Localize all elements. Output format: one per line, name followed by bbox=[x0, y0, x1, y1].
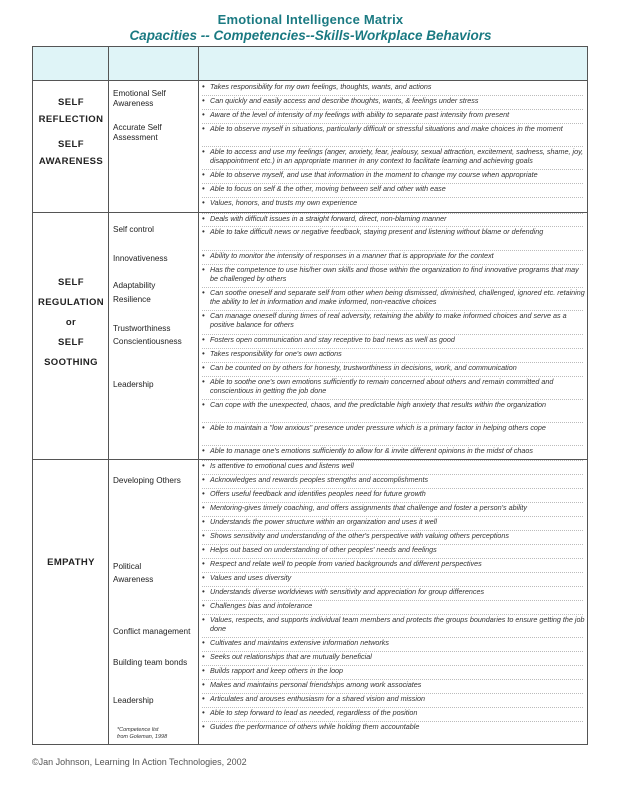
row-separator bbox=[202, 586, 583, 587]
competency-label: Emotional Self Awareness bbox=[113, 89, 166, 108]
competency-label: Political bbox=[113, 562, 142, 571]
column-divider bbox=[198, 47, 199, 744]
row-separator bbox=[202, 637, 583, 638]
competency-label: Awareness bbox=[113, 575, 154, 584]
behavior-item: • Able to take difficult news or negative feedback, staying present and listening without blame or defending bbox=[202, 227, 544, 236]
behavior-item: • Guides the performance of others while holding them accountable bbox=[202, 722, 420, 731]
section-label: REGULATION bbox=[37, 297, 105, 308]
row-separator bbox=[202, 310, 583, 311]
behavior-item: • Able to focus on self & the other, moving between self and other with ease bbox=[202, 184, 446, 193]
behavior-item: • Mentoring-gives timely coaching, and offers assignments that challenge and foster a person's ability bbox=[202, 503, 527, 512]
behavior-item: • Cultivates and maintains extensive information networks bbox=[202, 638, 389, 647]
behavior-item: • Aware of the level of intensity of my feelings with ability to separate past intensity from present bbox=[202, 110, 510, 119]
behavior-item: • Ability to monitor the intensity of responses in a manner that is appropriate for the context bbox=[202, 251, 494, 260]
row-separator bbox=[202, 693, 583, 694]
matrix-subtitle: Capacities -- Competencies--Skills-Workplace Behaviors bbox=[129, 28, 492, 43]
competency-label: Innovativeness bbox=[113, 254, 168, 263]
behavior-item: • Has the competence to use his/her own skills and those within the organization to find innovative programs that may be challenged by others bbox=[202, 265, 579, 283]
behavior-item: • Helps out based on understanding of other peoples' needs and feelings bbox=[202, 545, 437, 554]
section-label: AWARENESS bbox=[38, 156, 104, 167]
row-separator bbox=[202, 334, 583, 335]
competency-label: Conscientiousness bbox=[113, 337, 182, 346]
behavior-item: • Acknowledges and rewards peoples strengths and accomplishments bbox=[202, 475, 429, 484]
competency-label: Building team bonds bbox=[113, 658, 188, 667]
competency-label: Self control bbox=[113, 225, 154, 234]
section-label: SELF bbox=[58, 97, 84, 108]
row-separator bbox=[202, 721, 583, 722]
behavior-item: • Understands the power structure within an organization and uses it well bbox=[202, 517, 437, 526]
row-separator bbox=[202, 651, 583, 652]
row-separator bbox=[202, 665, 583, 666]
section-empathy bbox=[33, 557, 109, 574]
row-separator bbox=[202, 169, 583, 170]
competency-label: Conflict management bbox=[113, 627, 191, 636]
row-separator bbox=[202, 348, 583, 349]
behavior-item: • Takes responsibility for one's own actions bbox=[202, 349, 342, 358]
row-separator bbox=[202, 422, 583, 423]
competency-label: Leadership bbox=[113, 380, 154, 389]
behavior-item: • Can be counted on by others for honesty, trustworthiness in decisions, work, and communication bbox=[202, 363, 517, 372]
section-label: EMPATHY bbox=[47, 557, 95, 568]
row-separator bbox=[202, 197, 583, 198]
row-separator bbox=[202, 123, 583, 124]
row-separator bbox=[202, 530, 583, 531]
row-separator bbox=[202, 109, 583, 110]
row-separator bbox=[202, 226, 583, 227]
section-label: SELF bbox=[58, 337, 84, 348]
row-separator bbox=[202, 558, 583, 559]
behavior-item: • Seeks out relationships that are mutually beneficial bbox=[202, 652, 372, 661]
note-line: from Goleman, 1998 bbox=[117, 733, 168, 740]
behavior-item: • Able to step forward to lead as needed, regardless of the position bbox=[202, 708, 418, 717]
behavior-item: • Can cope with the unexpected, chaos, and the predictable high anxiety that results within the organization bbox=[202, 400, 547, 409]
copyright-footer: ©Jan Johnson, Learning In Action Technologies, 2002 bbox=[32, 757, 247, 767]
behavior-item: • Values, honors, and trusts my own experience bbox=[202, 198, 358, 207]
behavior-item: • Values and uses diversity bbox=[202, 573, 292, 582]
behavior-item: • Deals with difficult issues in a straight forward, direct, non-blaming manner bbox=[202, 214, 447, 223]
row-separator bbox=[202, 399, 583, 400]
behavior-item: • Articulates and arouses enthusiasm for a shared vision and mission bbox=[202, 694, 425, 703]
behavior-item: • Shows sensitivity and understanding of the other's perspective with valuing others perceptions bbox=[202, 531, 510, 540]
row-separator bbox=[202, 502, 583, 503]
row-separator bbox=[202, 445, 583, 446]
matrix-table bbox=[32, 46, 588, 745]
behavior-item: • Challenges bias and intolerance bbox=[202, 601, 313, 610]
section-self-reflection bbox=[33, 97, 109, 173]
note-line: *Competence list bbox=[117, 727, 159, 733]
row-separator bbox=[202, 474, 583, 475]
row-separator bbox=[202, 572, 583, 573]
section-label: SELF bbox=[58, 139, 84, 150]
section-label: REFLECTION bbox=[38, 114, 104, 125]
behavior-item: • Able to observe myself, and use that information in the moment to change my course when appropriate bbox=[202, 170, 538, 179]
behavior-item: • Able to maintain a "low anxious" presence under pressure which is a primary factor in helping others cope bbox=[202, 423, 546, 432]
row-separator bbox=[202, 287, 583, 288]
competency-label: Accurate Self Assessment bbox=[113, 123, 162, 142]
row-separator bbox=[202, 146, 583, 147]
behavior-item: • Builds rapport and keep others in the loop bbox=[202, 666, 344, 675]
competency-label: Resilience bbox=[113, 295, 151, 304]
row-separator bbox=[202, 183, 583, 184]
section-label: SOOTHING bbox=[44, 357, 98, 368]
behavior-item: • Can quickly and easily access and describe thoughts, wants, & feelings under stress bbox=[202, 96, 479, 105]
row-separator bbox=[202, 95, 583, 96]
behavior-item: • Is attentive to emotional cues and listens well bbox=[202, 461, 354, 470]
behavior-item: • Offers useful feedback and identifies peoples need for future growth bbox=[202, 489, 426, 498]
competency-label: Adaptability bbox=[113, 281, 156, 290]
row-separator bbox=[202, 460, 583, 461]
behavior-item: • Able to observe myself in situations, particularly difficult or stressful situations and make choices in the moment bbox=[202, 124, 563, 133]
behavior-item: • Can manage oneself during times of real adversity, retaining the ability to make informed choices and serve as a positive balance for others bbox=[202, 311, 567, 329]
behavior-item: • Able to access and use my feelings (anger, anxiety, fear, jealousy, sexual attraction, excitement, sadness, shame, joy, disappointment etc.) in an appropriate manner in any context to facilitate learning and achieving goals bbox=[202, 147, 584, 165]
row-separator bbox=[202, 264, 583, 265]
behavior-item: • Understands diverse worldviews with sensitivity and appreciation for group differences bbox=[202, 587, 485, 596]
row-separator bbox=[202, 516, 583, 517]
row-separator bbox=[202, 213, 583, 214]
row-separator bbox=[202, 488, 583, 489]
competency-label: Leadership bbox=[113, 696, 154, 705]
behavior-item: • Values, respects, and supports individual team members and protects the groups boundaries to ensure getting the job done bbox=[202, 615, 585, 633]
behavior-item: • Takes responsibility for my own feelings, thoughts, wants, and actions bbox=[202, 82, 432, 91]
behavior-item: • Can soothe oneself and separate self from other when being dismissed, diminished, challenged, ignored etc. retaining the ability to let in information and make informed, non-reactive choices bbox=[202, 288, 585, 306]
matrix-title: Emotional Intelligence Matrix bbox=[217, 12, 404, 27]
row-separator bbox=[202, 707, 583, 708]
behavior-list bbox=[200, 47, 585, 744]
competency-label: Developing Others bbox=[113, 476, 181, 485]
source-note bbox=[117, 727, 167, 740]
section-label: or bbox=[65, 317, 77, 328]
row-separator bbox=[202, 600, 583, 601]
row-separator bbox=[202, 679, 583, 680]
behavior-item: • Respect and relate well to people from varied backgrounds and different perspectives bbox=[202, 559, 482, 568]
row-separator bbox=[202, 614, 583, 615]
section-label: SELF bbox=[58, 277, 84, 288]
row-separator bbox=[202, 376, 583, 377]
row-separator bbox=[202, 544, 583, 545]
competency-label: Trustworthiness bbox=[113, 324, 171, 333]
row-separator bbox=[202, 362, 583, 363]
behavior-item: • Able to soothe one's own emotions sufficiently to remain concerned about others and remain committed and conscientious in getting the job done bbox=[202, 377, 554, 395]
row-separator bbox=[202, 250, 583, 251]
behavior-item: • Able to manage one's emotions sufficiently to allow for & invite different opinions in the midst of chaos bbox=[202, 446, 533, 455]
behavior-item: • Fosters open communication and stay receptive to bad news as well as good bbox=[202, 335, 455, 344]
behavior-item: • Makes and maintains personal friendships among work associates bbox=[202, 680, 422, 689]
section-self-regulation bbox=[33, 277, 109, 377]
